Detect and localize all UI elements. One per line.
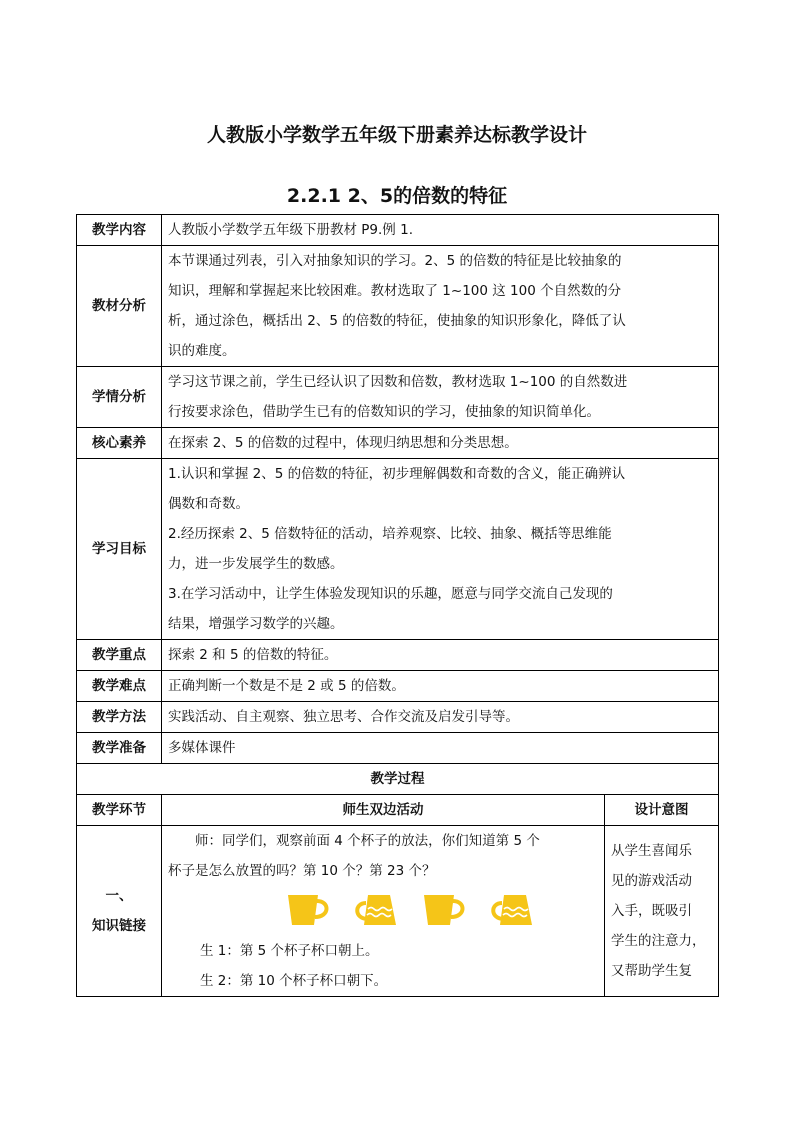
student-line: 生 2：第 10 个杯子杯口朝下。 [200, 973, 388, 989]
teacher-line: 杯子是怎么放置的吗？第 10 个？第 23 个？ [168, 863, 436, 879]
row-core-literacy [77, 428, 719, 459]
cup-up-icon [286, 893, 332, 927]
lesson-plan-table [76, 214, 719, 997]
activity-cell [162, 826, 605, 997]
column-activity: 师生双边活动 [162, 795, 605, 826]
row-content [77, 215, 719, 246]
stage-number: 一、 [105, 888, 133, 904]
row-text: 1.认识和掌握 2、5 的倍数的特征，初步理解偶数和奇数的含义，能正确辨认 偶数和奇数。 2.经历探索 2、5 倍数特征的活动，培养观察、比较、抽象、概括等思维能 力，进一步发展学生的数感。 3.在学习活动中，让学生体验发现知识的乐趣，愿意与同学交流自己发现的 结果，增强学习数学的兴趣。 [162, 459, 719, 640]
intent-cell: 从学生喜闻乐 见的游戏活动 入手，既吸引 学生的注意力， 又帮助学生复 [605, 826, 719, 997]
row-difficulty [77, 671, 719, 702]
row-material-analysis [77, 246, 719, 367]
cup-down-icon [354, 893, 400, 927]
row-learning-goals [77, 459, 719, 640]
row-label: 教学方法 [77, 702, 162, 733]
student-line: 生 1：第 5 个杯子杯口朝上。 [200, 943, 379, 959]
row-label: 学情分析 [77, 367, 162, 428]
row-text: 正确判断一个数是不是 2 或 5 的倍数。 [162, 671, 719, 702]
row-text: 实践活动、自主观察、独立思考、合作交流及启发引导等。 [162, 702, 719, 733]
row-text: 探索 2 和 5 的倍数的特征。 [162, 640, 719, 671]
row-text: 人教版小学数学五年级下册教材 P9.例 1. [162, 215, 719, 246]
row-key-point [77, 640, 719, 671]
stage-cell [77, 826, 162, 997]
row-student-analysis [77, 367, 719, 428]
column-stage: 教学环节 [77, 795, 162, 826]
row-text: 多媒体课件 [162, 733, 719, 764]
lesson-title: 2.2.1 2、5的倍数的特征 [286, 185, 508, 207]
cup-up-icon [422, 893, 468, 927]
row-label: 学习目标 [77, 459, 162, 640]
row-label: 教学难点 [77, 671, 162, 702]
row-process-heading [77, 764, 719, 795]
teacher-line: 师：同学们，观察前面 4 个杯子的放法，你们知道第 5 个 [195, 833, 540, 849]
row-text: 在探索 2、5 的倍数的过程中，体现归纳思想和分类思想。 [162, 428, 719, 459]
column-intent: 设计意图 [605, 795, 719, 826]
row-label: 教材分析 [77, 246, 162, 367]
row-label: 教学准备 [77, 733, 162, 764]
row-stage-one [77, 826, 719, 997]
row-text: 本节课通过列表，引入对抽象知识的学习。2、5 的倍数的特征是比较抽象的 知识，理解和掌握起来比较困难。教材选取了 1~100 这 100 个自然数的分 析，通过涂色，概括出 2、5 的倍数的特征，使抽象的知识形象化，降低了认 识的难度。 [162, 246, 719, 367]
row-label: 教学内容 [77, 215, 162, 246]
cups-illustration [168, 888, 598, 932]
cup-down-icon [490, 893, 536, 927]
row-label: 教学重点 [77, 640, 162, 671]
process-heading: 教学过程 [77, 764, 719, 795]
row-preparation [77, 733, 719, 764]
document-title: 人教版小学数学五年级下册素养达标教学设计 [206, 124, 587, 146]
row-process-columns [77, 795, 719, 826]
row-label: 核心素养 [77, 428, 162, 459]
row-method [77, 702, 719, 733]
stage-name: 知识链接 [92, 918, 146, 934]
row-text: 学习这节课之前，学生已经认识了因数和倍数，教材选取 1~100 的自然数进 行按要求涂色，借助学生已有的倍数知识的学习，使抽象的知识简单化。 [162, 367, 719, 428]
